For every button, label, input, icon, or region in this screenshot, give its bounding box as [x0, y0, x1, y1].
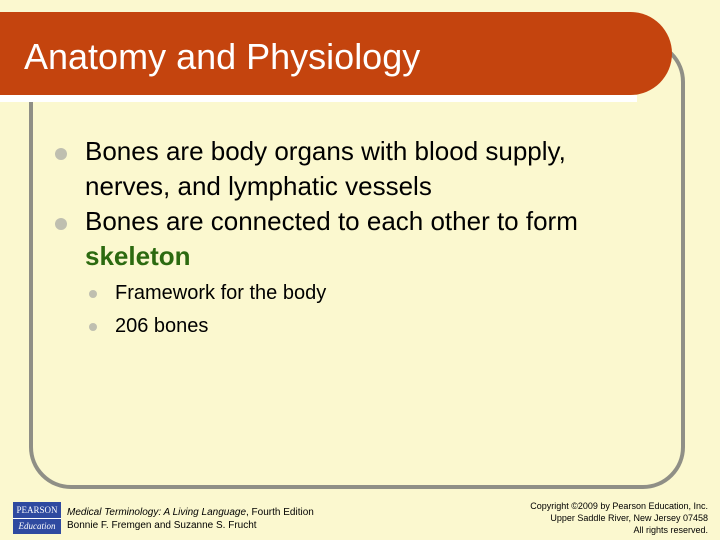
- title-underline: [0, 95, 637, 102]
- copyright-line: Copyright ©2009 by Pearson Education, Inc.: [530, 501, 708, 511]
- rights-line: All rights reserved.: [633, 525, 708, 535]
- logo-top-text: PEARSON: [13, 503, 61, 519]
- sub-bullet-dot-icon: [89, 323, 97, 331]
- book-authors: Bonnie F. Fremgen and Suzanne S. Frucht: [67, 520, 257, 531]
- bullet-keyword: skeleton: [85, 241, 191, 271]
- book-edition: , Fourth Edition: [246, 507, 314, 518]
- book-title: Medical Terminology: A Living Language: [67, 507, 246, 518]
- sub-bullet-dot-icon: [89, 290, 97, 298]
- logo-bottom-text: Education: [18, 521, 56, 531]
- slide-title: Anatomy and Physiology: [24, 36, 421, 77]
- bullet-item: [85, 204, 645, 274]
- bullet-text: Bones are body organs with blood supply, nerves, and lymphatic vessels: [85, 136, 566, 201]
- sub-bullet-item: [115, 279, 615, 307]
- bullet-dot-icon: [55, 218, 67, 230]
- pearson-logo: [13, 502, 61, 534]
- address-line: Upper Saddle River, New Jersey 07458: [550, 513, 708, 523]
- bullet-item: [85, 134, 645, 204]
- sub-bullet-item: [115, 312, 615, 340]
- bullet-text: Bones are connected to each other to form: [85, 206, 578, 236]
- footer-copyright: [530, 500, 708, 536]
- sub-bullet-text: Framework for the body: [115, 282, 327, 304]
- footer-citation: [67, 506, 314, 532]
- sub-bullet-text: 206 bones: [115, 315, 209, 337]
- bullet-dot-icon: [55, 148, 67, 160]
